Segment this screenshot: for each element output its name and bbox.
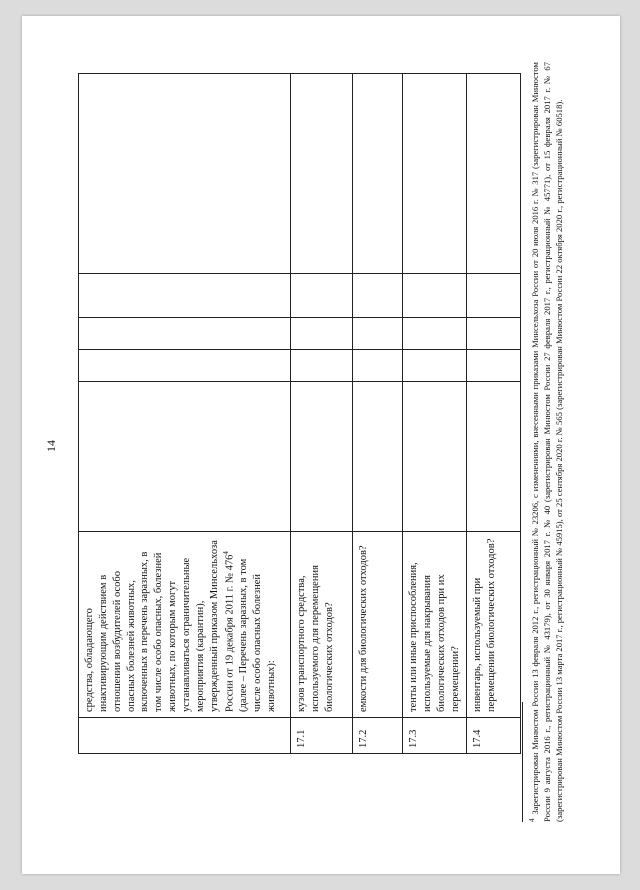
row-number: 17.1 (291, 718, 353, 754)
answer-yes-cell (403, 350, 467, 382)
answer-no-cell (291, 318, 353, 350)
table-row (79, 74, 291, 754)
table-row (353, 74, 403, 754)
answer-na-cell (403, 274, 467, 318)
checklist-table (78, 73, 521, 754)
note-cell (353, 74, 403, 274)
note-cell (79, 74, 291, 274)
legal-basis-cell (79, 382, 291, 532)
answer-na-cell (353, 274, 403, 318)
answer-no-cell (79, 318, 291, 350)
table-row (291, 74, 353, 754)
row-question (79, 532, 291, 718)
legal-basis-cell (467, 382, 521, 532)
rotated-page-content (22, 16, 620, 874)
footnote-divider (522, 702, 523, 822)
footnote-reference: 4 (221, 551, 230, 555)
footnote-text: Зарегистрирован Минюстом России 13 февраля 2012 г., регистрационный № 23206, с изменениями, внесенными приказами Минсельхоза России от 20 июля 2016 г. № 317 (зарегистрирован Минюстом России 9 августа 2016 г., регистрационный № 43179), от 30 января 2017 г. № 40 (зарегистрирован Минюстом России 27 февраля 2017 г., регистрационный № 45771), от 15 февраля 2017 г. № 67 (зарегистрирован Минюстом России 13 марта 2017 г., регистрационный № 45915), от 25 сентября 2020 г. № 565 (зарегистрирован Минюстом России 22 октября 2020 г., регистрационный № 60518). (529, 62, 565, 822)
answer-yes-cell (467, 350, 521, 382)
document-page (22, 16, 620, 874)
answer-no-cell (353, 318, 403, 350)
answer-no-cell (467, 318, 521, 350)
answer-na-cell (79, 274, 291, 318)
legal-basis-cell (291, 382, 353, 532)
row-question-text: средства, обладающего инактивирующим действием в отношении возбудителей особо опасных болезней животных, включенных в перечень заразных, в том числе особо опасных, болезней животных, по которым могут устанавливаться ограничительные мероприятия (карантин), утвержденный приказом Минсельхоза России от 19 декабря 2011 г. № 476 (84, 540, 236, 712)
footnote (528, 62, 565, 822)
answer-no-cell (403, 318, 467, 350)
row-question: инвентарь, используемый при перемещении биологических отходов? (467, 532, 521, 718)
table-row (403, 74, 467, 754)
page-number: 14 (44, 440, 58, 452)
row-number: 17.3 (403, 718, 467, 754)
row-number: 17.4 (467, 718, 521, 754)
legal-basis-cell (403, 382, 467, 532)
row-question: кузов транспортного средства, используемого для перемещения биологических отходов? (291, 532, 353, 718)
answer-yes-cell (79, 350, 291, 382)
row-question-continuation: (далее – Перечень заразных, в том числе особо опасных болезней животных): (237, 558, 277, 712)
answer-yes-cell (291, 350, 353, 382)
answer-na-cell (291, 274, 353, 318)
row-number (79, 718, 291, 754)
note-cell (291, 74, 353, 274)
answer-yes-cell (353, 350, 403, 382)
row-number: 17.2 (353, 718, 403, 754)
row-question: тенты или иные приспособления, используемые для накрывания биологических отходов при их перемещении? (403, 532, 467, 718)
answer-na-cell (467, 274, 521, 318)
legal-basis-cell (353, 382, 403, 532)
table-row (467, 74, 521, 754)
note-cell (403, 74, 467, 274)
footnote-mark: 4 (528, 818, 536, 822)
row-question: емкости для биологических отходов? (353, 532, 403, 718)
note-cell (467, 74, 521, 274)
